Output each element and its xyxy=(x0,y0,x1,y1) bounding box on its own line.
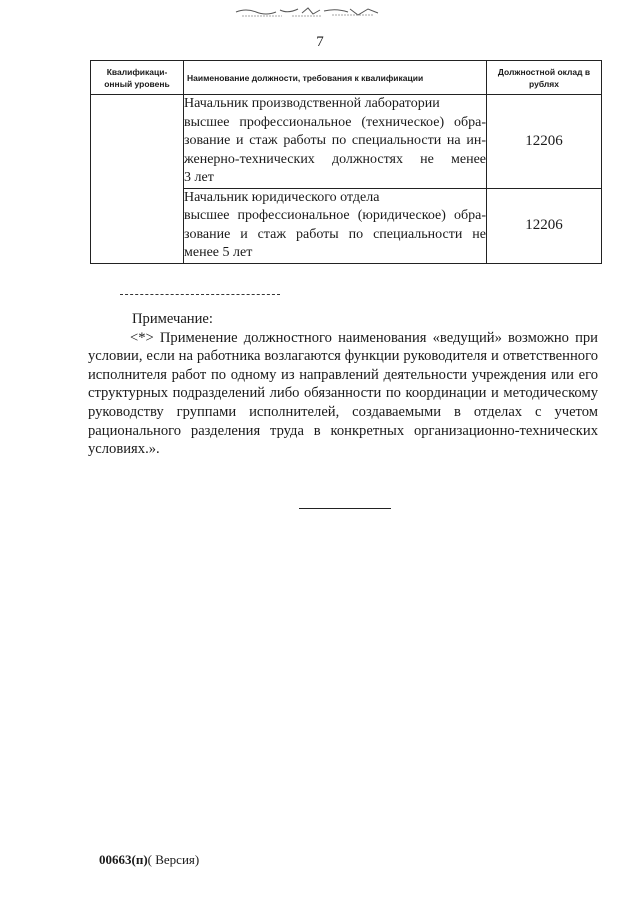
footnote-separator xyxy=(120,294,280,295)
requirement-line: 3 лет xyxy=(184,170,214,185)
requirement-line: зование и стаж работы по специальности на ин- xyxy=(184,133,486,148)
note-block xyxy=(88,310,598,459)
position-title: Начальник юридического отдела xyxy=(184,189,380,205)
note-text: <*> Применение должностного наименования «ведущий» возможно при условии, если на работника возлагаются функции руководителя и ответственного исполнителя работ по одному из направлений деятельности учреждения или его структурных подразделений либо обязанности по координации и методическому руководству группами исполнителей, создаваемыми в отделах с учетом рационального разделения труда в конкретных организационно-технических условиях.». xyxy=(88,329,598,458)
position-title: Начальник производственной лаборатории xyxy=(184,96,440,111)
salary-cell: 12206 xyxy=(487,95,602,189)
requirement-line: менее 5 лет xyxy=(184,245,253,260)
requirement-line: женерно-технических должностях не менее xyxy=(184,151,486,167)
requirement-line: высшее профессиональное (техническое) обра- xyxy=(184,114,486,130)
qualification-level-cell xyxy=(91,95,184,264)
position-description-cell xyxy=(184,188,487,263)
requirement-line: зование и стаж работы по специальности не xyxy=(184,226,486,242)
document-code: 00663(п) xyxy=(99,852,148,867)
document-version-code xyxy=(99,852,199,868)
version-label: ( Версия) xyxy=(147,852,200,867)
table-row xyxy=(91,95,602,189)
scan-stamp-artifact xyxy=(232,4,382,18)
note-heading: Примечание: xyxy=(132,311,213,327)
positions-table xyxy=(90,60,602,264)
page-number: 7 xyxy=(316,34,324,50)
requirement-line: высшее профессиональное (юридическое) обра- xyxy=(184,208,486,223)
salary-cell: 12206 xyxy=(487,188,602,263)
end-rule xyxy=(299,508,391,509)
header-salary: Должностной оклад в рублях xyxy=(487,61,602,95)
table-header-row xyxy=(91,61,602,95)
header-position-name: Наименование должности, требования к квалификации xyxy=(184,61,487,95)
position-description-cell xyxy=(184,95,487,189)
header-qualification-level: Квалификаци-онный уровень xyxy=(91,61,184,95)
